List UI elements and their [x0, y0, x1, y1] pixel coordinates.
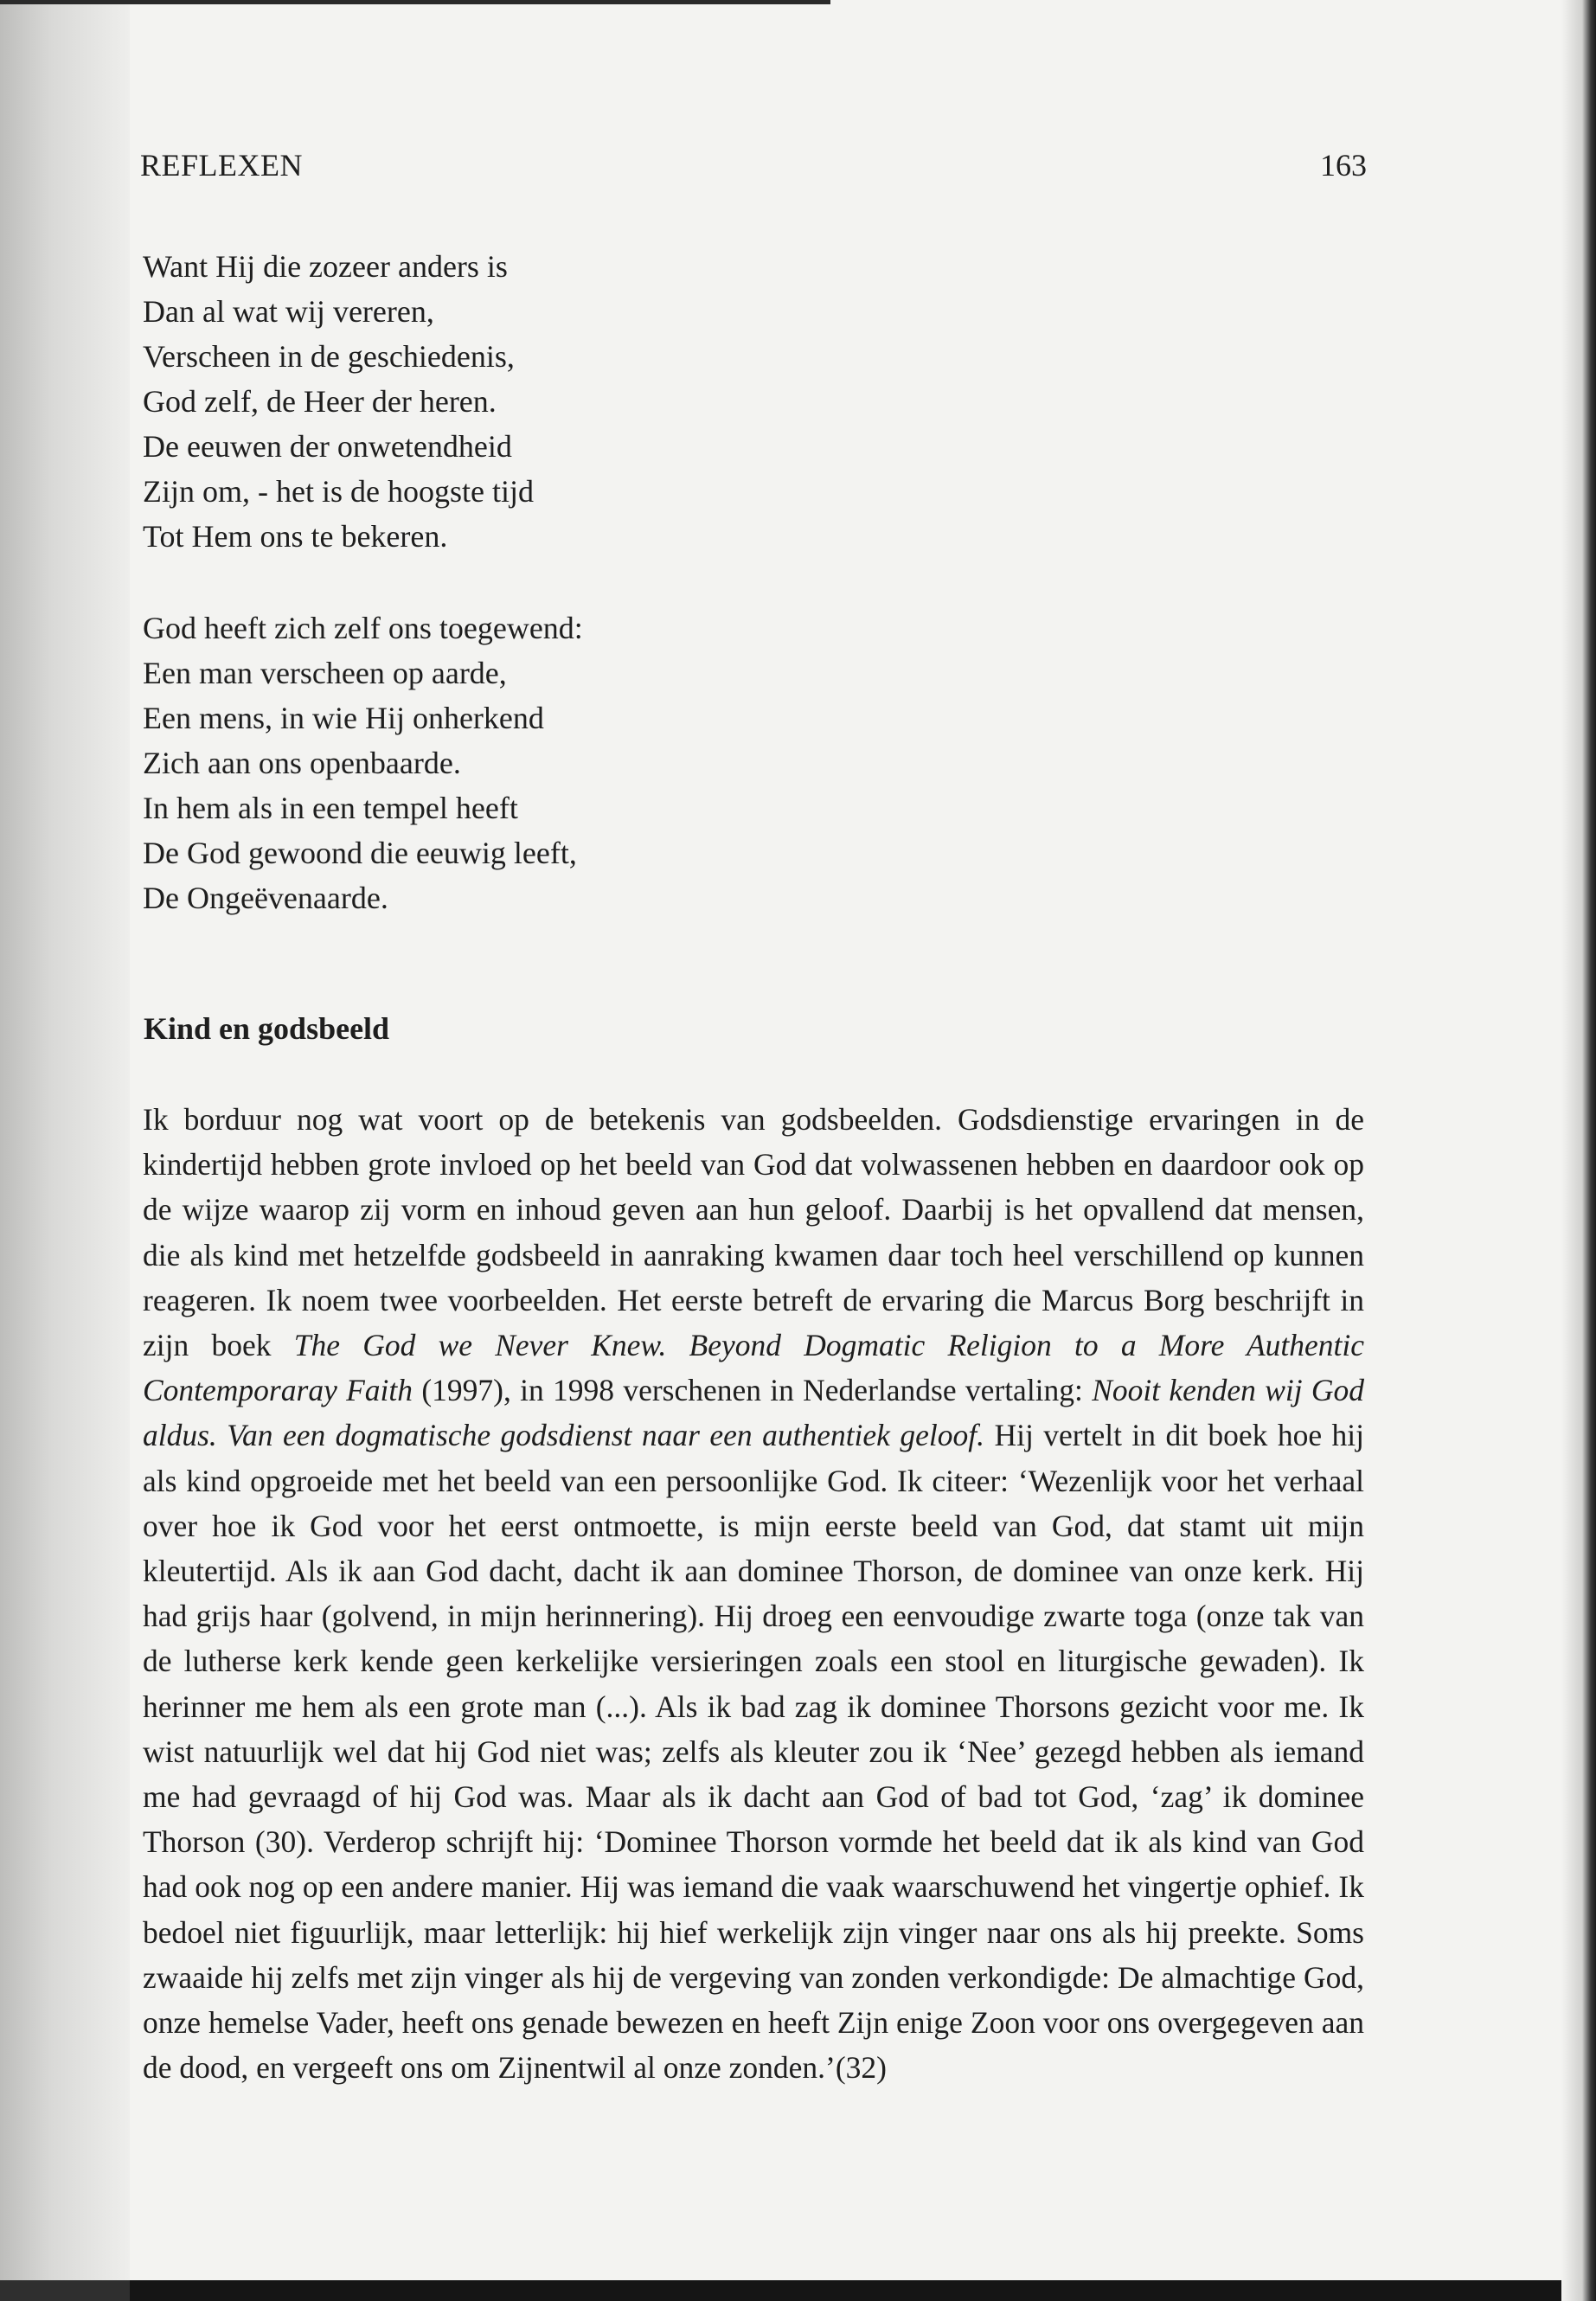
poem-line: Zijn om, - het is de hoogste tijd	[143, 474, 534, 509]
scan-edge-bottom-left	[0, 2280, 130, 2301]
running-head: REFLEXEN	[140, 148, 303, 183]
body-text-part-1: Ik borduur nog wat voort op de betekenis van godsbeelden. Godsdienstige ervaringen in de kindertijd hebben grote invloed op het beeld van God dat volwassenen hebben en daardoor ook op de wijze waarop zij vorm en inhoud geven aan hun geloof. Daarbij is het opvallend dat mensen, die als kind met hetzelfde godsbeeld in aanraking kwamen daar toch heel verschillend op kunnen reageren. Ik noem twee voorbeelden. Het eerste betreft de ervaring die Marcus Borg beschrijft in zijn boek	[143, 1102, 1364, 1363]
poem-line: Want Hij die zozeer anders is	[143, 249, 508, 284]
poem-line: Verscheen in de geschiedenis,	[143, 339, 515, 374]
poem-line: Tot Hem ons te bekeren.	[143, 519, 448, 554]
body-paragraph	[143, 1097, 1364, 2090]
poem-line: De God gewoond die eeuwig leeft,	[143, 836, 577, 870]
poem-stanza-1	[143, 244, 534, 559]
poem-line: Zich aan ons openbaarde.	[143, 746, 461, 780]
page-number: 163	[1320, 148, 1367, 183]
section-heading: Kind en godsbeeld	[144, 1011, 390, 1046]
scan-shadow-left	[0, 0, 130, 2301]
body-text-part-2: (1997), in 1998 verschenen in Nederlandse vertaling:	[421, 1373, 1083, 1408]
book-title-english: The God we Never Knew. Beyond Dogmatic Religion to a More Authentic Contemporaray Faith	[143, 1328, 1365, 1408]
poem-line: De eeuwen der onwetendheid	[143, 429, 512, 464]
book-title-dutch: Nooit kenden wij God aldus. Van een dogmatische godsdienst naar een authentiek geloof.	[143, 1373, 1365, 1453]
poem-line: Dan al wat wij vereren,	[143, 294, 434, 329]
poem-line: De Ongeëvenaarde.	[143, 881, 388, 915]
scan-edge-top	[0, 0, 830, 4]
poem-line: Een man verscheen op aarde,	[143, 656, 507, 690]
poem-stanza-2	[143, 606, 583, 920]
scan-edge-right	[1561, 0, 1596, 2301]
scan-edge-bottom	[130, 2280, 1561, 2301]
page-header	[140, 147, 1367, 190]
poem-line: In hem als in een tempel heeft	[143, 791, 518, 825]
poem-line: God zelf, de Heer der heren.	[143, 384, 497, 419]
poem-line: God heeft zich zelf ons toegewend:	[143, 611, 583, 645]
body-text-part-3: Hij vertelt in dit boek hoe hij als kind opgroeide met het beeld van een persoonlijke God. Ik citeer: ‘Wezenlijk voor het verhaal over hoe ik God voor het eerst ontmoette, is mijn eerste beeld van God, dat stamt uit mijn kleutertijd. Als ik aan God dacht, dacht ik aan dominee Thorson, de dominee van onze kerk. Hij had grijs haar (golvend, in mijn herinnering). Hij droeg een eenvoudige zwarte toga (onze tak van de lutherse kerk kende geen kerkelijke versieringen zoals een stool en liturgische gewaden). Ik herinner me hem als een grote man (...). Als ik bad zag ik dominee Thorsons gezicht voor me. Ik wist natuurlijk wel dat hij God niet was; zelfs als kleuter zou ik ‘Nee’ gezegd hebben als iemand me had gevraagd of hij God was. Maar als ik dacht aan God of bad tot God, ‘zag’ ik dominee Thorson (30). Verderop schrijft hij: ‘Dominee Thorson vormde het beeld dat ik als kind van God had ook nog op een andere manier. Hij was iemand die vaak waarschuwend het vingertje ophief. Ik bedoel niet figuurlijk, maar letterlijk: hij hief werkelijk zijn vinger naar ons als hij preekte. Soms zwaaide hij zelfs met zijn vinger als hij de vergeving van zonden verkondigde: De almachtige God, onze hemelse Vader, heeft ons genade bewezen en heeft Zijn enige Zoon voor ons overgegeven aan de dood, en vergeeft ons om Zijnentwil al onze zonden.’(32)	[143, 1418, 1364, 2086]
poem-line: Een mens, in wie Hij onherkend	[143, 701, 544, 735]
